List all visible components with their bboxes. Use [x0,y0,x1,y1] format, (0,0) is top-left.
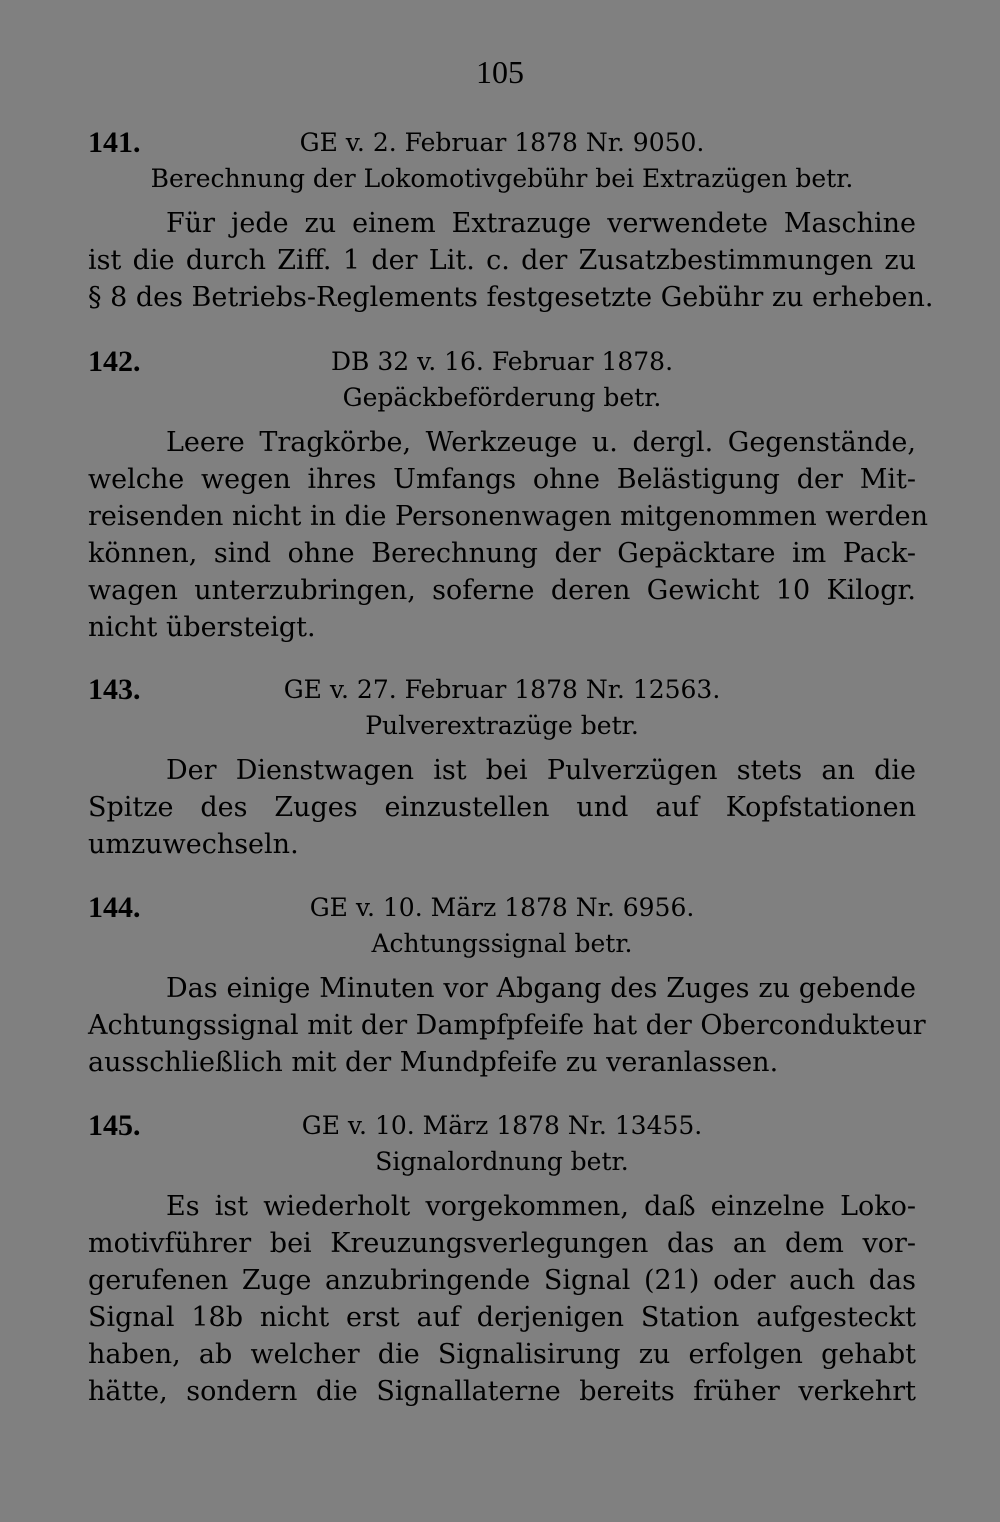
entry-subject: Achtungssignal betr. [371,929,633,958]
body-line: ist die durch Ziff. 1 der Lit. c. der Zusatzbestimmungen zu [88,245,916,276]
entry-141 [88,125,934,316]
entry-reference: GE v. 2. Februar 1878 Nr. 9050. [299,128,705,157]
body-line: § 8 des Betriebs-Reglements festgesetzte Gebühr zu erheben. [88,282,934,313]
entry-number: 141. [88,126,141,159]
body-line: ausschließlich mit der Mundpfeife zu veranlassen. [88,1047,779,1078]
entry-subject: Signalordnung betr. [375,1147,629,1176]
entry-number: 143. [88,673,141,706]
body-line: Es ist wiederholt vorgekommen, daß einzelne Loko- [166,1191,916,1222]
entry-reference: GE v. 27. Februar 1878 Nr. 12563. [283,675,721,704]
entry-reference: GE v. 10. März 1878 Nr. 6956. [309,893,695,922]
body-line: Der Dienstwagen ist bei Pulverzügen stets an die [166,755,916,786]
entry-subject: Pulverextrazüge betr. [365,711,639,740]
body-line: Leere Tragkörbe, Werkzeuge u. dergl. Gegenstände, [166,427,916,458]
body-line: hätte, sondern die Signallaterne bereits früher verkehrt [88,1376,916,1407]
entry-144 [88,890,926,1081]
entry-subject: Gepäckbeförderung betr. [342,383,662,412]
entry-body [88,1188,916,1410]
body-line: wagen unterzubringen, soferne deren Gewicht 10 Kilogr. [88,575,916,606]
body-line: nicht übersteigt. [88,612,316,643]
entry-reference: GE v. 10. März 1878 Nr. 13455. [301,1111,703,1140]
entry-number: 144. [88,891,141,924]
entry-number: 145. [88,1109,141,1142]
body-line: reisenden nicht in die Personenwagen mitgenommen werden [88,501,928,532]
entry-subject: Berechnung der Lokomotivgebühr bei Extrazügen betr. [150,164,854,193]
body-line: welche wegen ihres Umfangs ohne Belästigung der Mit- [88,464,916,495]
entry-body [88,205,934,316]
body-line: umzuwechseln. [88,829,299,860]
entry-145 [88,1108,916,1410]
body-line: Spitze des Zuges einzustellen und auf Kopfstationen [88,792,916,823]
body-line: Das einige Minuten vor Abgang des Zuges zu gebende [166,973,916,1004]
entry-number: 142. [88,345,141,378]
entry-142 [88,344,928,646]
body-line: Für jede zu einem Extrazuge verwendete Maschine [166,208,916,239]
body-line: haben, ab welcher die Signalisirung zu erfolgen gehabt [88,1339,916,1370]
body-line: können, sind ohne Berechnung der Gepäcktare im Pack- [88,538,916,569]
entry-143 [88,672,916,863]
entry-body [88,752,916,863]
body-line: Signal 18b nicht erst auf derjenigen Station aufgesteckt [88,1302,916,1333]
body-line: Achtungssignal mit der Dampfpfeife hat der Obercondukteur [88,1010,926,1041]
entry-body [88,424,928,646]
body-line: gerufenen Zuge anzubringende Signal (21) oder auch das [88,1265,916,1296]
body-line: motivführer bei Kreuzungsverlegungen das an dem vor- [88,1228,916,1259]
entry-reference: DB 32 v. 16. Februar 1878. [330,347,674,376]
page-number: 105 [476,54,524,90]
entry-body [88,970,926,1081]
